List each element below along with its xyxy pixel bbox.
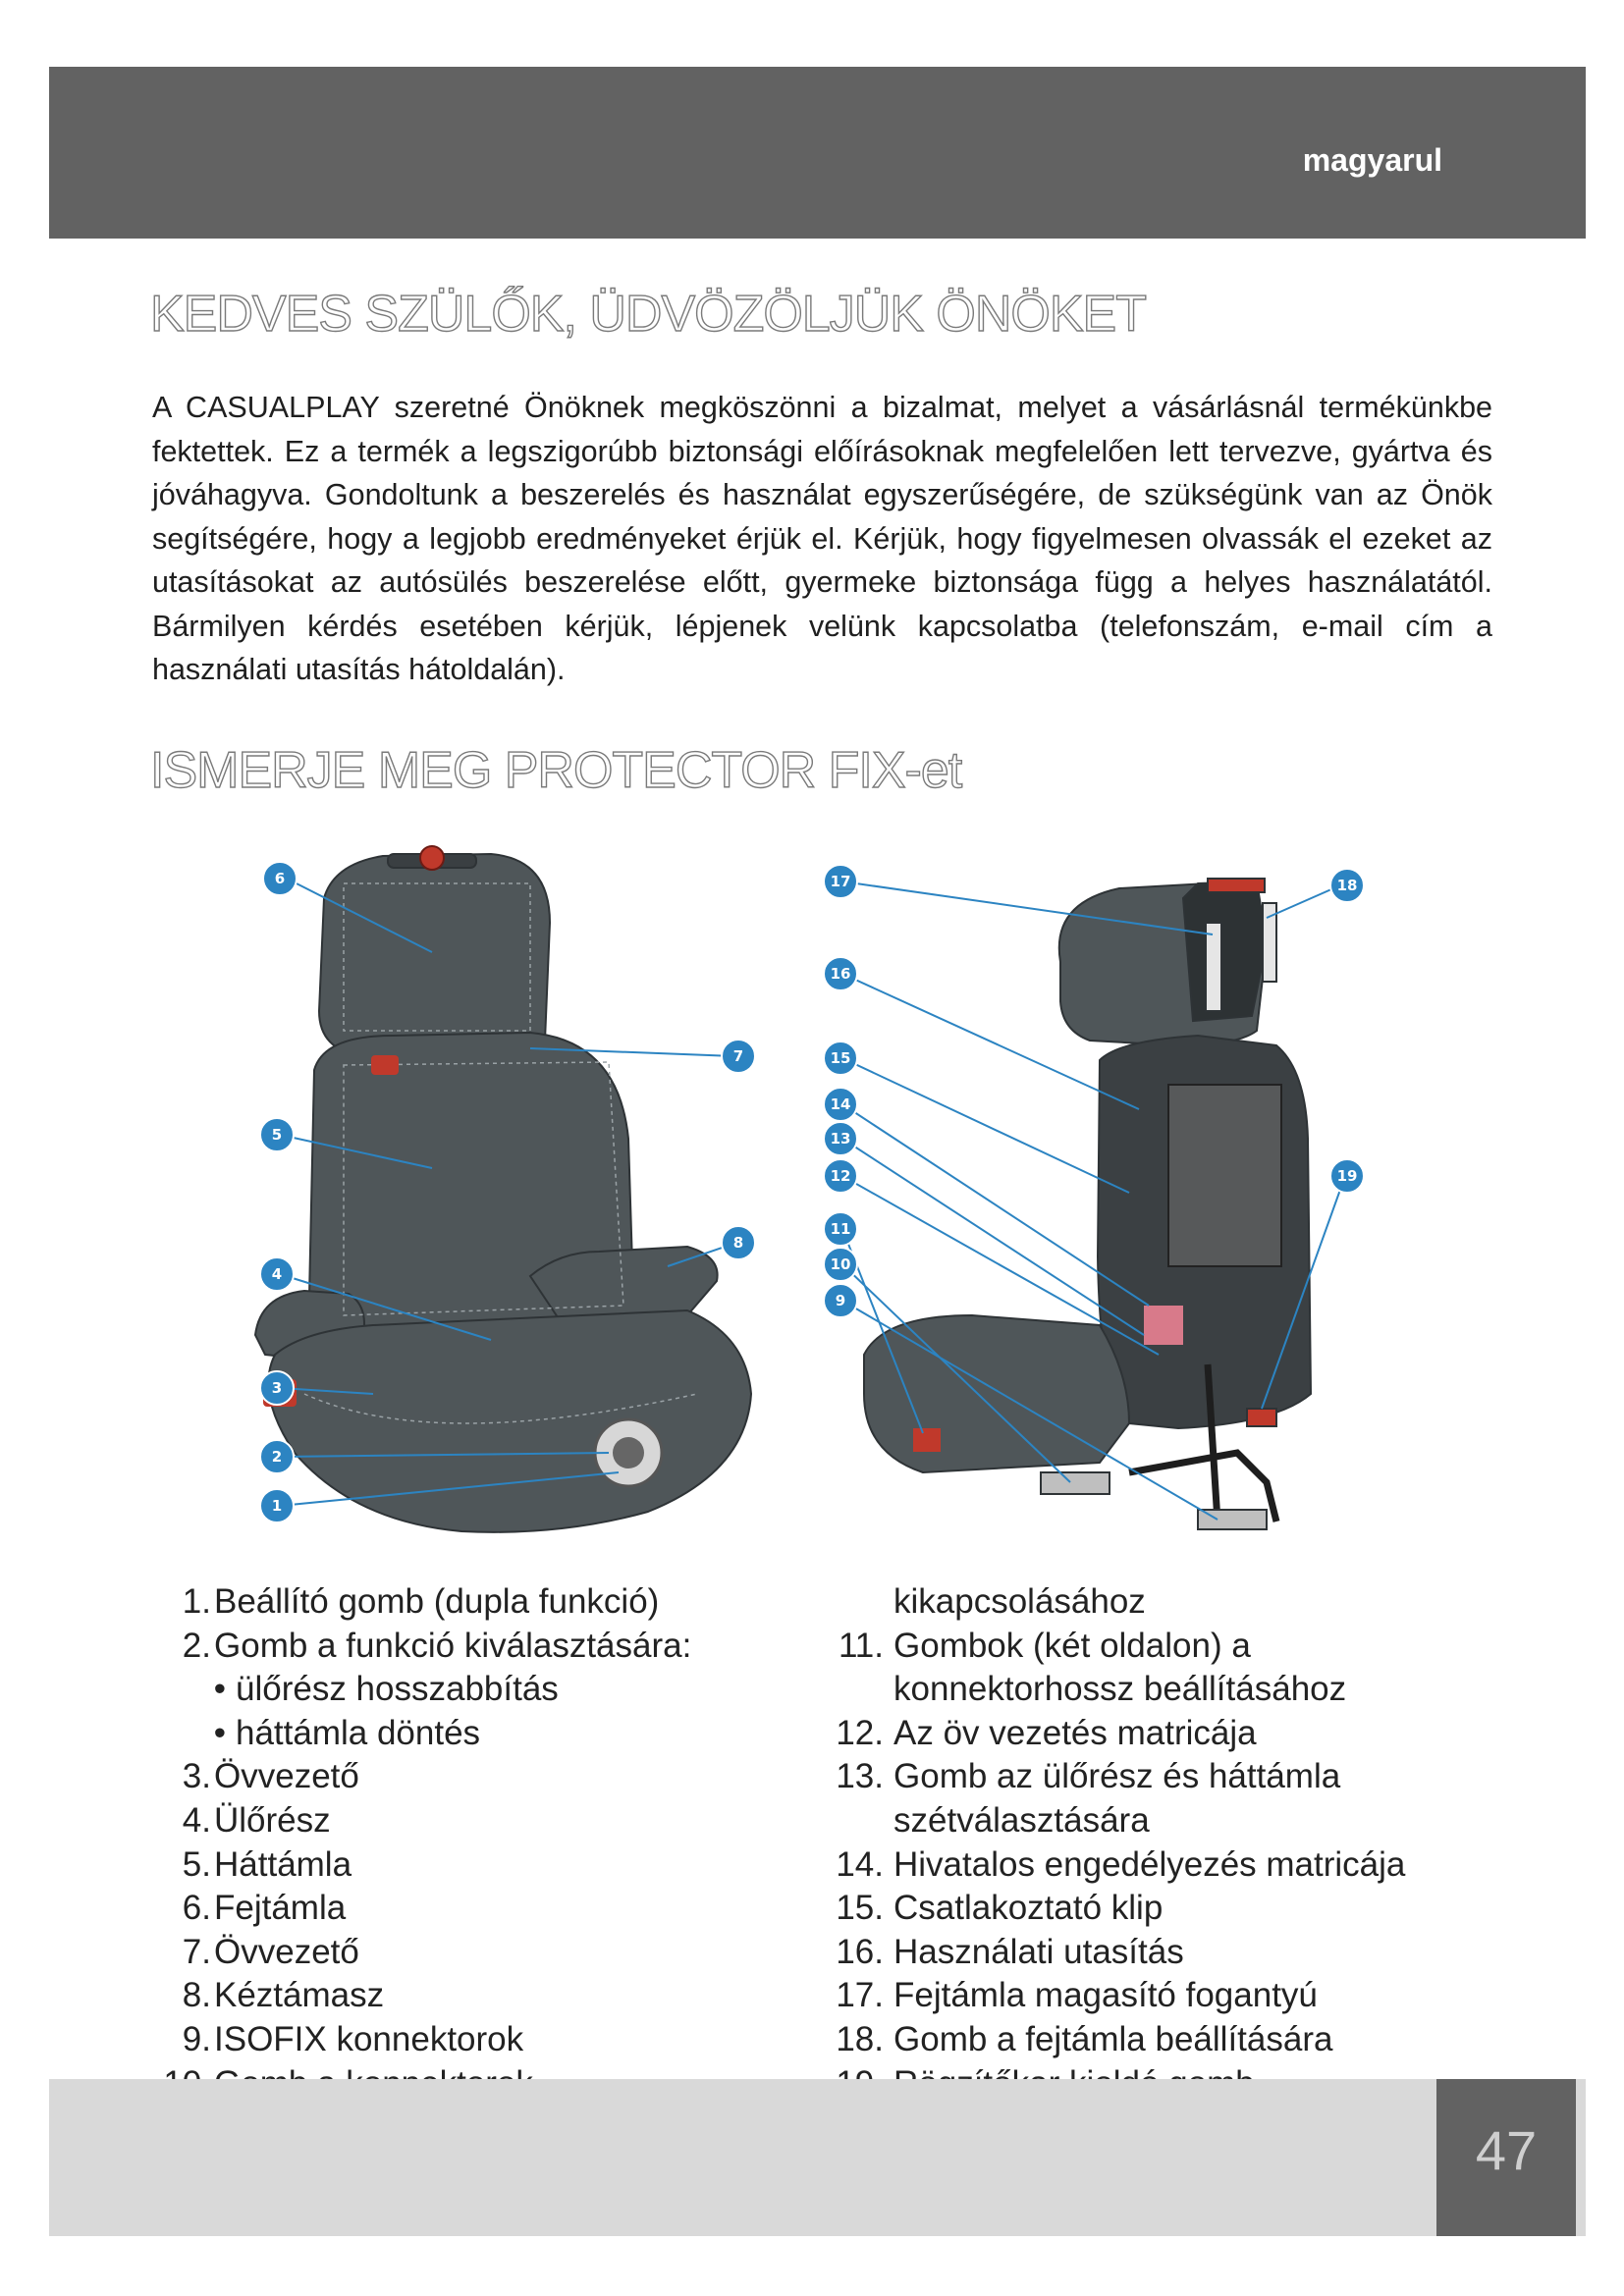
badge-label: 4 — [271, 1265, 283, 1283]
badge-label: 8 — [732, 1234, 744, 1252]
item-number: 6. — [182, 1889, 211, 1928]
list-item — [805, 1755, 1512, 1799]
item-bullet: • — [213, 1670, 226, 1709]
item-number: 9. — [182, 2019, 211, 2058]
badge-label: 9 — [835, 1292, 846, 1309]
item-number: 8. — [182, 1976, 211, 2015]
number-badge — [824, 957, 857, 990]
item-text: Hivatalos engedélyezés matricája — [893, 1844, 1406, 1884]
list-item — [805, 1931, 1512, 1975]
item-number: 3. — [182, 1757, 211, 1796]
item-number: 16. — [836, 1932, 884, 1971]
item-text: Használati utasítás — [893, 1932, 1184, 1971]
item-text: Övvezető — [214, 1757, 359, 1796]
list-item — [805, 1668, 1512, 1712]
list-item — [805, 1843, 1512, 1888]
badge-label: 3 — [271, 1379, 283, 1397]
list-item — [805, 2018, 1512, 2062]
item-text: háttámla döntés — [236, 1713, 481, 1752]
item-text: Gombok (két oldalon) a — [893, 1626, 1251, 1665]
item-text: Gomb a funkció kiválasztására: — [214, 1626, 692, 1665]
list-item — [147, 1843, 756, 1888]
item-text: szétválasztására — [893, 1800, 1150, 1840]
item-text: kikapcsolásához — [893, 1582, 1146, 1621]
number-badge — [260, 1257, 294, 1291]
number-badge — [722, 1226, 755, 1259]
number-badge — [824, 1159, 857, 1193]
page-number: 47 — [1475, 2119, 1538, 2181]
badge-label: 7 — [732, 1047, 744, 1065]
seat-front-illustration — [236, 844, 785, 1541]
list-item — [805, 1712, 1512, 1756]
number-badge — [824, 1041, 857, 1075]
parts-list-right — [805, 1580, 1512, 2106]
list-item — [147, 2018, 756, 2062]
list-item — [805, 1580, 1512, 1625]
badge-label: 13 — [830, 1130, 851, 1148]
item-text: Gomb a fejtámla beállítására — [893, 2019, 1333, 2058]
seat-back-illustration — [805, 844, 1394, 1541]
number-badge — [1330, 1159, 1364, 1193]
item-text: Háttámla — [214, 1844, 352, 1884]
badge-label: 17 — [830, 873, 851, 890]
list-item — [147, 1931, 756, 1975]
badge-label: 15 — [830, 1049, 851, 1067]
badge-label: 16 — [830, 965, 851, 983]
list-item — [147, 1799, 756, 1843]
number-badge — [824, 865, 857, 898]
list-item — [147, 1755, 756, 1799]
item-number: 1. — [182, 1582, 211, 1621]
item-number: 13. — [836, 1757, 884, 1796]
badge-label: 12 — [830, 1167, 851, 1185]
item-number: 15. — [836, 1889, 884, 1928]
badge-label: 2 — [271, 1448, 283, 1466]
item-text: Fejtámla magasító fogantyú — [893, 1976, 1318, 2015]
item-number: 14. — [836, 1844, 884, 1884]
item-text: Övvezető — [214, 1932, 359, 1971]
list-item — [147, 1887, 756, 1931]
item-text: Beállító gomb (dupla funkció) — [214, 1582, 660, 1621]
number-badge — [260, 1440, 294, 1473]
welcome-text: A CASUALPLAY szeretné Önöknek megköszönni a bizalmat, melyet a vásárlásnál termékünkbe fektettek. Ez a termék a legszigorúbb biztonsági előírásoknak megfelelően lett tervezve, gyártva és jóváhagyva. Gondoltunk a beszerelés és használat egyszerűségére, de szükségünk van az Önök segítségére, hogy a legjobb eredményeket érjük el. Kérjük, hogy figyelmesen olvassák el ezeket az utasításokat az autósülés beszerelése előtt, gyermeke biztonsága függ a helyes használatától. Bármilyen kérdés esetében kérjük, lépjenek velünk kapcsolatba (telefonszám, e-mail cím a használati utasítás hátoldalán). — [152, 391, 1492, 686]
number-badge — [824, 1212, 857, 1246]
item-text: Gomb az ülőrész és háttámla — [893, 1757, 1341, 1796]
number-badge — [824, 1284, 857, 1317]
item-number: 11. — [838, 1626, 884, 1665]
item-number: 2. — [182, 1626, 211, 1665]
list-item — [147, 1625, 756, 1669]
number-badge — [263, 862, 297, 895]
list-item — [147, 1580, 756, 1625]
item-text: ISOFIX konnektorok — [214, 2019, 524, 2058]
headrest-shape — [319, 854, 550, 1058]
number-badge — [260, 1489, 294, 1522]
language-label: magyarul — [1302, 142, 1442, 178]
product-title: ISMERJE MEG PROTECTOR FIX-et — [150, 742, 962, 799]
item-number: 4. — [182, 1800, 211, 1840]
item-text: Kéztámasz — [214, 1976, 385, 2015]
item-bullet: • — [213, 1713, 226, 1752]
item-text: Ülőrész — [214, 1800, 331, 1840]
item-number: 12. — [836, 1713, 884, 1752]
item-text: Csatlakoztató klip — [893, 1889, 1164, 1928]
parts-list-left — [147, 1580, 756, 2106]
badge-label: 6 — [274, 870, 286, 887]
list-item — [805, 1625, 1512, 1669]
item-text: konnektorhossz beállításához — [893, 1670, 1347, 1709]
badge-label: 14 — [830, 1095, 851, 1113]
badge-label: 19 — [1336, 1167, 1358, 1185]
number-badge — [1330, 869, 1364, 902]
list-item — [805, 1799, 1512, 1843]
footer-bar — [49, 2079, 1586, 2236]
number-badge — [260, 1371, 294, 1405]
list-item — [147, 1668, 756, 1712]
badge-label: 10 — [830, 1255, 851, 1273]
number-badge — [824, 1088, 857, 1121]
item-number: 17. — [836, 1976, 884, 2015]
badge-label: 18 — [1336, 877, 1358, 894]
item-number: 5. — [182, 1844, 211, 1884]
item-number: 7. — [182, 1932, 211, 1971]
badge-label: 5 — [271, 1126, 283, 1144]
item-text: ülőrész hosszabbítás — [236, 1670, 559, 1709]
list-item — [147, 1974, 756, 2018]
welcome-title: KEDVES SZÜLŐK, ÜDVÖZÖLJÜK ÖNÖKET — [150, 286, 1146, 343]
item-text: Az öv vezetés matricája — [893, 1713, 1257, 1752]
list-item — [805, 1974, 1512, 2018]
number-badge — [824, 1248, 857, 1281]
list-item — [805, 1887, 1512, 1931]
item-number: 18. — [836, 2019, 884, 2058]
number-badge — [722, 1040, 755, 1073]
badge-label: 11 — [830, 1220, 851, 1238]
number-badge — [824, 1122, 857, 1155]
badge-label: 1 — [271, 1497, 283, 1515]
list-item — [147, 1712, 756, 1756]
number-badge — [260, 1118, 294, 1151]
item-text: Fejtámla — [214, 1889, 347, 1928]
